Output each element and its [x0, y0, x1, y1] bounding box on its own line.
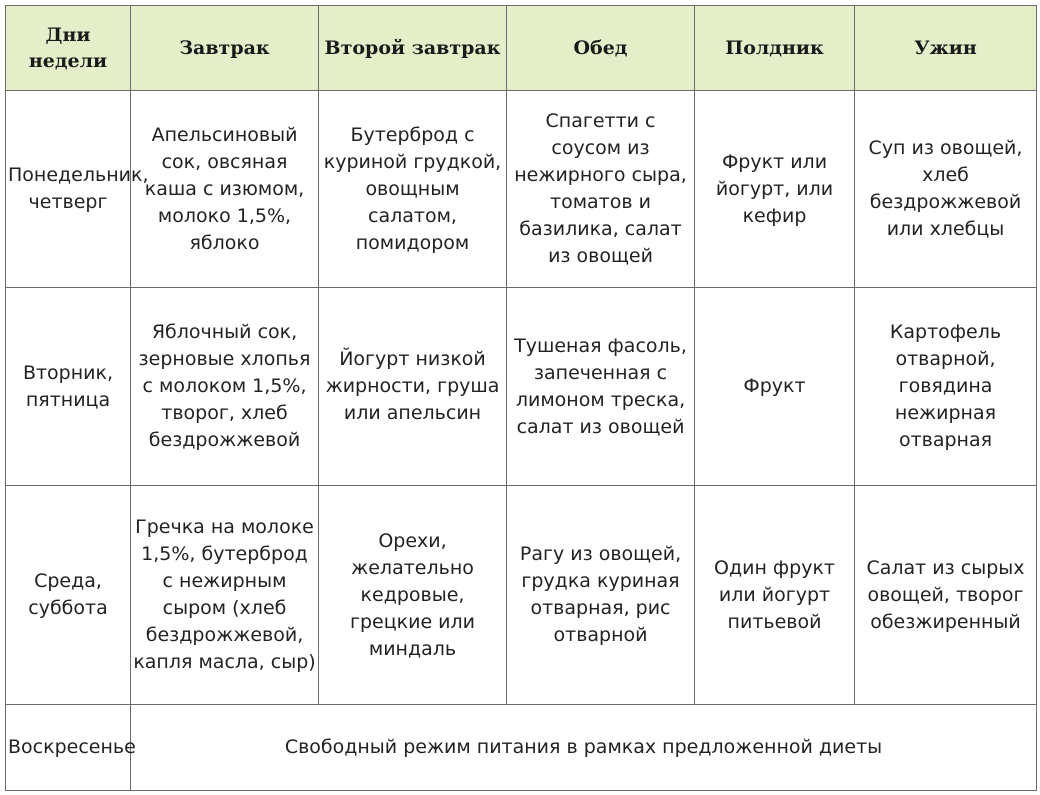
snack-cell: Фрукт или йогурт, или кефир	[695, 91, 855, 288]
day-cell: Вторник, пятница	[6, 288, 131, 486]
day-cell: Среда, суббота	[6, 486, 131, 705]
header-row	[6, 6, 1037, 91]
breakfast-cell: Яблочный сок, зерновые хлопья с молоком 1,5%, творог, хлеб бездрожжевой	[131, 288, 319, 486]
second-breakfast-cell: Орехи, желательно кедровые, грецкие или миндаль	[319, 486, 507, 705]
dinner-cell: Суп из овощей, хлеб бездрожжевой или хлебцы	[855, 91, 1037, 288]
second-breakfast-cell: Йогурт низкой жирности, груша или апельсин	[319, 288, 507, 486]
breakfast-cell: Апельсиновый сок, овсяная каша с изюмом, молоко 1,5%, яблоко	[131, 91, 319, 288]
table-row-sunday	[6, 705, 1037, 791]
diet-table	[5, 5, 1037, 791]
table-row	[6, 486, 1037, 705]
lunch-cell: Тушеная фасоль, запеченная с лимоном треска, салат из овощей	[507, 288, 695, 486]
lunch-cell: Спагетти с соусом из нежирного сыра, томатов и базилика, салат из овощей	[507, 91, 695, 288]
snack-cell: Фрукт	[695, 288, 855, 486]
dinner-cell: Салат из сырых овощей, творог обезжиренный	[855, 486, 1037, 705]
sunday-note-cell: Свободный режим питания в рамках предложенной диеты	[131, 705, 1037, 791]
table-row	[6, 91, 1037, 288]
second-breakfast-cell: Бутерброд с куриной грудкой, овощным салатом, помидором	[319, 91, 507, 288]
header-breakfast: Завтрак	[131, 6, 319, 91]
lunch-cell: Рагу из овощей, грудка куриная отварная, рис отварной	[507, 486, 695, 705]
breakfast-cell: Гречка на молоке 1,5%, бутерброд с нежирным сыром (хлеб бездрожжевой, капля масла, сыр)	[131, 486, 319, 705]
header-lunch: Обед	[507, 6, 695, 91]
header-snack: Полдник	[695, 6, 855, 91]
table-row	[6, 288, 1037, 486]
header-days: Дни недели	[6, 6, 131, 91]
header-dinner: Ужин	[855, 6, 1037, 91]
snack-cell: Один фрукт или йогурт питьевой	[695, 486, 855, 705]
day-cell: Воскресенье	[6, 705, 131, 791]
day-cell: Понедельник, четверг	[6, 91, 131, 288]
dinner-cell: Картофель отварной, говядина нежирная отварная	[855, 288, 1037, 486]
header-second-breakfast: Второй завтрак	[319, 6, 507, 91]
